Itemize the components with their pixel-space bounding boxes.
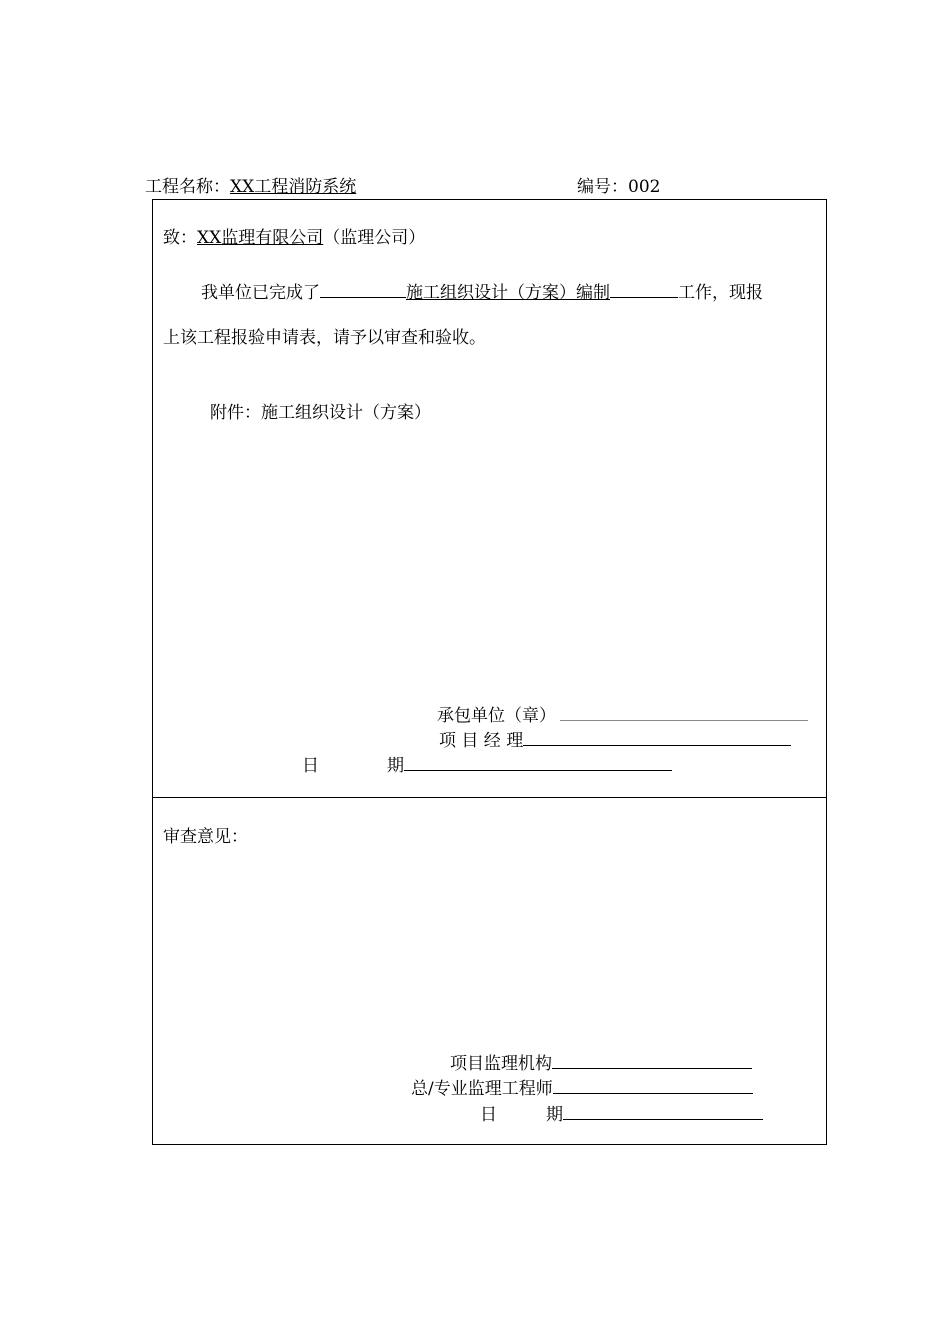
document-number-value: 002: [628, 177, 661, 197]
project-name-row: [145, 177, 356, 197]
addressee-row: [163, 228, 425, 248]
review-date-blank: [563, 1101, 763, 1120]
project-manager-row: [439, 727, 791, 751]
project-name-label: 工程名称：: [145, 177, 230, 197]
document-number-label: 编号：: [577, 177, 628, 197]
contractor-unit-label: 承包单位（章）: [437, 706, 556, 726]
section-divider: [152, 797, 827, 798]
date-label-char-2: 期: [387, 756, 404, 776]
supervision-org-label: 项目监理机构: [450, 1054, 552, 1074]
project-name-value: XX工程消防系统: [230, 177, 357, 197]
chief-engineer-blank: [553, 1075, 753, 1094]
blank-underline: [610, 279, 678, 298]
contractor-date-row: [302, 752, 672, 776]
completed-work: 施工组织设计（方案）编制: [406, 283, 610, 303]
addressee-label: 致：: [163, 228, 197, 248]
contractor-unit-row: [437, 702, 808, 726]
contractor-unit-blank: [560, 702, 808, 721]
project-manager-label: 项 目 经 理: [439, 731, 524, 751]
body-suffix: 工作，现报: [678, 283, 763, 303]
attachment-line: 附件：施工组织设计（方案）: [210, 403, 431, 423]
date-label-char-2: 期: [546, 1105, 563, 1125]
body-prefix: 我单位已完成了: [201, 283, 320, 303]
date-label-char-1: 日: [480, 1105, 497, 1125]
body-line-2: 上该工程报验申请表，请予以审查和验收。: [163, 328, 486, 348]
supervision-org-row: [450, 1050, 752, 1074]
review-opinion-label: 审查意见：: [163, 827, 248, 847]
review-date-row: [480, 1101, 763, 1125]
blank-underline: [320, 279, 406, 298]
addressee-suffix: （监理公司）: [323, 228, 426, 248]
supervision-org-blank: [552, 1050, 752, 1069]
chief-engineer-label: 总/专业监理工程师: [411, 1079, 553, 1099]
chief-engineer-row: [411, 1075, 753, 1099]
body-line-1: [201, 279, 763, 303]
contractor-date-blank: [404, 752, 672, 771]
document-number-row: [577, 177, 660, 197]
project-manager-blank: [523, 727, 791, 746]
addressee-company: XX监理有限公司: [197, 228, 324, 248]
date-label-char-1: 日: [302, 756, 319, 776]
